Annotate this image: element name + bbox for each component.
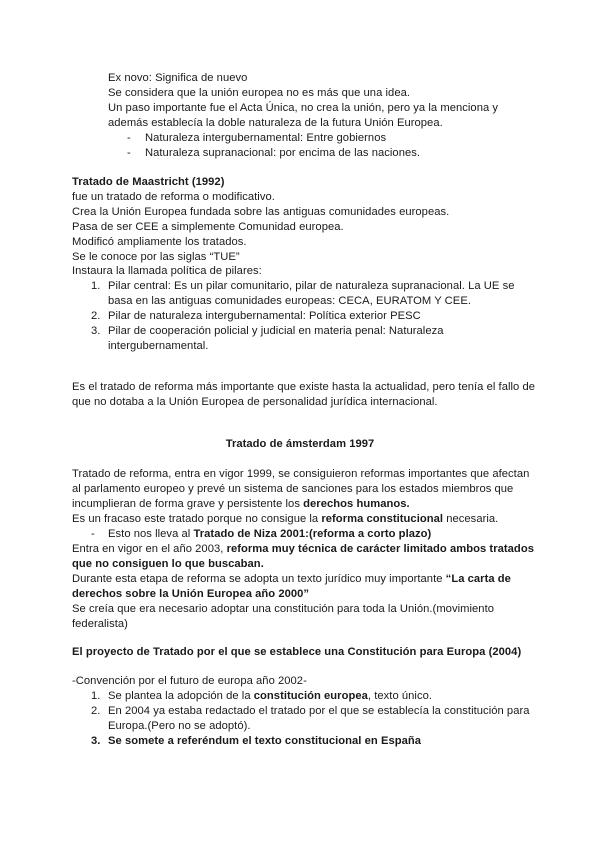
bullet-item: Naturaleza intergubernamental: Entre gobiernos bbox=[145, 132, 387, 144]
text-line: Se creía que era necesario adoptar una constitución para toda la Unión.(movimiento bbox=[72, 603, 495, 615]
list-item: En 2004 ya estaba redactado el tratado por el que se establecía la constitución para bbox=[108, 705, 530, 717]
text-line: Se le conoce por las siglas “TUE” bbox=[72, 251, 240, 263]
list-number: 3. bbox=[91, 325, 101, 337]
text-run: Durante esta etapa de reforma se adopta un texto jurídico muy importante bbox=[72, 573, 446, 585]
text-line bbox=[72, 542, 534, 557]
text-line: federalista) bbox=[72, 618, 128, 630]
text-line: Un paso importante fue el Acta Única, no crea la unión, pero ya la menciona y bbox=[108, 102, 499, 114]
bold-run: derechos humanos. bbox=[303, 498, 410, 510]
bullet-dash: - bbox=[91, 528, 95, 540]
text-run: Es un fracaso este tratado porque no consigue la bbox=[72, 513, 322, 525]
list-item: Pilar de naturaleza intergubernamental: Política exterior PESC bbox=[108, 310, 421, 322]
text-run: Esto nos lleva al bbox=[108, 528, 194, 540]
list-number: 3. bbox=[91, 735, 101, 747]
bullet-item: Naturaleza supranacional: por encima de las naciones. bbox=[145, 147, 421, 159]
text-line: derechos sobre la Unión Europea año 2000” bbox=[72, 588, 310, 600]
list-number: 1. bbox=[91, 280, 101, 292]
text-line: Ex novo: Significa de nuevo bbox=[108, 72, 248, 84]
list-item bbox=[108, 689, 432, 704]
bold-run: “La carta de bbox=[445, 573, 511, 585]
text-line: que no dotaba a la Unión Europea de personalidad jurídica internacional. bbox=[72, 396, 438, 408]
list-number: 2. bbox=[91, 705, 101, 717]
section-heading-maastricht: Tratado de Maastricht (1992) bbox=[72, 176, 225, 188]
bullet-item bbox=[108, 527, 431, 542]
text-line: que no consiguen lo que buscaban. bbox=[72, 558, 264, 570]
text-line: Modificó ampliamente los tratados. bbox=[72, 236, 247, 248]
text-line: Tratado de reforma, entra en vigor 1999, se consiguieron reformas importantes que afectan bbox=[72, 468, 530, 480]
text-run: Entra en vigor en el año 2003, bbox=[72, 543, 227, 555]
list-number: 1. bbox=[91, 690, 101, 702]
text-run: necesaria. bbox=[443, 513, 499, 525]
bold-run: Tratado de Niza 2001:(reforma a corto plazo) bbox=[193, 528, 432, 540]
text-line: Es el tratado de reforma más importante que existe hasta la actualidad, pero tenía el fallo de bbox=[72, 381, 536, 393]
bold-run: constitución europea bbox=[253, 690, 368, 702]
bold-run: reforma muy técnica de carácter limitado ambos tratados bbox=[226, 543, 534, 555]
bullet-dash: - bbox=[127, 147, 131, 159]
text-line: Crea la Unión Europea fundada sobre las antiguas comunidades europeas. bbox=[72, 206, 450, 218]
text-run: incumplieran de forma grave y persistente los bbox=[72, 498, 304, 510]
list-item: intergubernamental. bbox=[108, 340, 209, 352]
text-line bbox=[72, 512, 498, 527]
bold-run: reforma constitucional bbox=[321, 513, 444, 525]
bullet-dash: - bbox=[127, 132, 131, 144]
text-line: Se considera que la unión europea no es más que una idea. bbox=[108, 87, 411, 99]
text-line: -Convención por el futuro de europa año 2002- bbox=[72, 675, 307, 687]
text-run: Se plantea la adopción de la bbox=[108, 690, 254, 702]
list-item: Europa.(Pero no se adoptó). bbox=[108, 720, 251, 732]
text-line bbox=[72, 497, 410, 512]
text-run: , texto único. bbox=[367, 690, 433, 702]
section-heading-constitucion: El proyecto de Tratado por el que se establece una Constitución para Europa (2004) bbox=[72, 646, 522, 658]
list-item: Pilar de cooperación policial y judicial en materia penal: Naturaleza bbox=[108, 325, 444, 337]
text-line: al parlamento europeo y prevé un sistema de sanciones para los estados miembros que bbox=[72, 483, 514, 495]
text-line: Instaura la llamada política de pilares: bbox=[72, 265, 262, 277]
text-line: Pasa de ser CEE a simplemente Comunidad europea. bbox=[72, 221, 344, 233]
text-line: fue un tratado de reforma o modificativo. bbox=[72, 191, 275, 203]
text-line bbox=[72, 572, 511, 587]
list-item: Se somete a referéndum el texto constitucional en España bbox=[108, 735, 422, 747]
section-heading-amsterdam: Tratado de ámsterdam 1997 bbox=[225, 438, 375, 450]
text-line: además establecía la doble naturaleza de la futura Unión Europea. bbox=[108, 117, 443, 129]
list-item: Pilar central: Es un pilar comunitario, pilar de naturaleza supranacional. La UE se bbox=[108, 280, 515, 292]
list-number: 2. bbox=[91, 310, 101, 322]
list-item: basa en las antiguas comunidades europeas: CECA, EURATOM Y CEE. bbox=[108, 295, 471, 307]
